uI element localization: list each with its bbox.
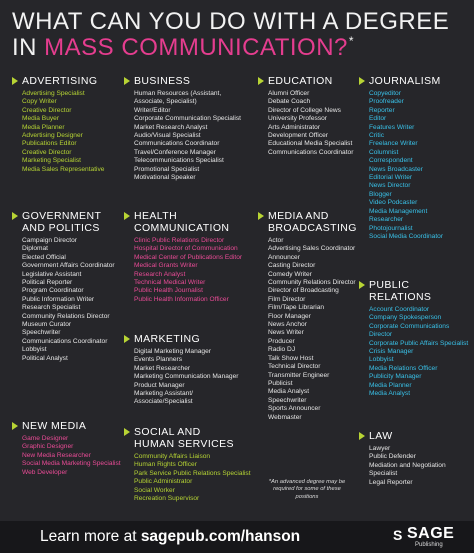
job-title: Events Planners xyxy=(134,356,183,364)
section-title-line: MARKETING xyxy=(134,333,201,345)
job-title: Copy Writer xyxy=(22,98,57,106)
job-title: Research Analyst xyxy=(134,270,186,278)
job-title: Recreation Supervisor xyxy=(134,495,200,503)
job-title: Media Planner xyxy=(22,123,65,131)
section-title xyxy=(134,333,200,345)
job-list xyxy=(258,237,358,422)
section-title xyxy=(134,426,234,450)
section-title-line: EDUCATION xyxy=(268,75,333,87)
job-title: Media Analyst xyxy=(369,390,411,398)
section-marketing xyxy=(124,333,252,407)
job-title: Radio DJ xyxy=(268,346,296,354)
job-title: Video Podcaster xyxy=(369,199,418,207)
job-title: Public Administrator xyxy=(134,478,193,486)
section-title xyxy=(369,75,441,87)
section-header xyxy=(359,279,469,303)
section-education xyxy=(258,75,358,157)
triangle-bullet-icon xyxy=(359,77,365,85)
job-title: Public Health Information Officer xyxy=(134,295,229,303)
footer-text xyxy=(40,528,300,546)
job-title: Producer xyxy=(268,337,295,345)
job-title: Human Rights Officer xyxy=(134,461,197,469)
job-title: Community Relations Director xyxy=(268,279,356,287)
section-title-line: SOCIAL AND xyxy=(134,426,201,438)
job-list xyxy=(124,348,252,407)
job-title: Alumni Officer xyxy=(268,90,310,97)
job-title: Reporter xyxy=(369,106,395,114)
job-title: Actor xyxy=(268,237,284,244)
section-advertising xyxy=(12,75,122,174)
section-health xyxy=(124,210,252,304)
section-law xyxy=(359,430,469,487)
section-title-line: HUMAN SERVICES xyxy=(134,438,234,450)
triangle-bullet-icon xyxy=(12,212,18,220)
job-title: Public Information Writer xyxy=(22,295,95,303)
job-title: Media Sales Representative xyxy=(22,165,105,173)
title-highlight: MASS COMMUNICATION? xyxy=(44,34,348,61)
job-title: Social Worker xyxy=(134,486,175,494)
job-title: Program Coordinator xyxy=(22,287,84,295)
job-title: News Broadcaster xyxy=(369,165,423,173)
footnote: *An advanced degree may be required for some of these positions xyxy=(268,479,346,500)
section-header xyxy=(258,75,358,87)
job-title: News Anchor xyxy=(268,321,307,329)
job-title: Speechwriter xyxy=(22,329,61,337)
triangle-bullet-icon xyxy=(258,212,264,220)
job-title: Copyeditor xyxy=(369,90,401,97)
section-title xyxy=(134,210,229,234)
job-title: Announcer xyxy=(268,253,300,261)
section-title-line: HEALTH xyxy=(134,210,178,222)
job-title: Director of Broadcasting xyxy=(268,287,339,295)
job-title: Research Specialist xyxy=(22,304,81,312)
section-title-line: ADVERTISING xyxy=(22,75,98,87)
section-title-line: RELATIONS xyxy=(369,291,432,303)
job-title: Marketing Communication Manager xyxy=(134,373,239,381)
section-media xyxy=(258,210,358,422)
section-title xyxy=(134,75,190,87)
section-title-line: BROADCASTING xyxy=(268,222,357,234)
job-title: Technical Director xyxy=(268,363,321,371)
job-title: Clinic Public Relations Director xyxy=(134,237,225,244)
job-title: Campaign Director xyxy=(22,237,77,244)
job-title: News Director xyxy=(369,182,411,190)
job-list xyxy=(124,237,252,304)
job-list xyxy=(12,90,122,174)
job-title: Webmaster xyxy=(268,413,302,421)
triangle-bullet-icon xyxy=(124,212,130,220)
job-title: Director of College News xyxy=(268,106,341,114)
job-title: Speechwriter xyxy=(268,396,307,404)
job-title: Mediation and Negotiation Specialist xyxy=(369,461,446,478)
job-title: Hospital Director of Communication xyxy=(134,245,238,253)
section-title-line: JOURNALISM xyxy=(369,75,441,87)
job-title: Motivational Speaker xyxy=(134,174,196,182)
job-title: Technical Medical Writer xyxy=(134,279,206,287)
job-title: Proofreader xyxy=(369,98,404,106)
title-asterisk: * xyxy=(348,34,355,48)
job-title: Educational Media Specialist xyxy=(268,140,353,148)
job-title: Social Media Coordinator xyxy=(369,232,444,240)
section-title-line: MEDIA AND xyxy=(268,210,329,222)
job-list xyxy=(124,453,252,503)
job-title: Photojournalist xyxy=(369,224,413,232)
job-title: Debate Coach xyxy=(268,98,311,106)
section-government xyxy=(12,210,122,363)
section-title xyxy=(369,279,431,303)
job-title: Media Buyer xyxy=(22,115,60,123)
job-title: Talk Show Host xyxy=(268,354,314,362)
job-title: Communications Coordinator xyxy=(22,337,108,345)
section-title-line: COMMUNICATION xyxy=(134,222,230,234)
job-list xyxy=(12,237,122,363)
job-list xyxy=(258,90,358,157)
section-title-line: GOVERNMENT xyxy=(22,210,102,222)
job-title: Editorial Writer xyxy=(369,174,413,182)
title-line-1: WHAT CAN YOU DO WITH A DEGREE xyxy=(12,8,450,35)
job-title: Account Coordinator xyxy=(369,306,430,313)
job-title: Floor Manager xyxy=(268,312,311,320)
section-header xyxy=(12,210,122,234)
job-title: Lawyer xyxy=(369,445,391,452)
job-title: Critic xyxy=(369,132,385,140)
sage-logo-sub: Publishing xyxy=(415,542,443,548)
job-title: Media Planner xyxy=(369,381,412,389)
job-title: Promotional Specialist xyxy=(134,165,200,173)
job-title: Museum Curator xyxy=(22,321,72,329)
job-title: Communications Coordinator xyxy=(134,140,220,148)
job-title: University Professor xyxy=(268,115,327,123)
job-title: Corporate Communication Specialist xyxy=(134,115,242,123)
section-social xyxy=(124,426,252,503)
section-header xyxy=(12,75,122,87)
section-business xyxy=(124,75,252,182)
job-title: Legislative Assistant xyxy=(22,270,82,278)
section-title xyxy=(22,75,97,87)
triangle-bullet-icon xyxy=(12,77,18,85)
footer-link[interactable]: sagepub.com/hanson xyxy=(140,528,301,545)
section-title xyxy=(268,75,333,87)
section-header xyxy=(359,75,469,87)
job-title: Blogger xyxy=(369,190,392,198)
footer-prefix: Learn more at xyxy=(40,528,141,545)
job-list xyxy=(359,306,469,398)
job-title: Marketing Specialist xyxy=(22,157,82,165)
triangle-bullet-icon xyxy=(124,77,130,85)
section-journalism xyxy=(359,75,469,241)
job-title: Comedy Writer xyxy=(268,270,312,278)
job-title: News Writer xyxy=(268,329,304,337)
job-title: Audio/Visual Specialist xyxy=(134,132,201,140)
section-title-line: NEW MEDIA xyxy=(22,420,87,432)
job-title: Corporate Public Affairs Specialist xyxy=(369,339,469,347)
section-title-line: BUSINESS xyxy=(134,75,191,87)
job-title: Company Spokesperson xyxy=(369,314,442,322)
triangle-bullet-icon xyxy=(12,422,18,430)
job-title: Media Relations Officer xyxy=(369,364,438,372)
job-title: Web Developer xyxy=(22,468,68,476)
job-title: Publicity Manager xyxy=(369,373,422,381)
job-title: Crisis Manager xyxy=(369,348,414,356)
job-list xyxy=(124,90,252,182)
job-title: Public Health Journalist xyxy=(134,287,203,295)
section-title xyxy=(369,430,393,442)
job-title: Medical Grants Writer xyxy=(134,262,198,270)
section-title-line: AND POLITICS xyxy=(22,222,100,234)
job-title: Game Designer xyxy=(22,435,69,442)
job-title: Digital Marketing Manager xyxy=(134,348,211,355)
job-list xyxy=(12,435,122,477)
job-title: Market Researcher xyxy=(134,364,191,372)
job-title: Development Officer xyxy=(268,132,328,140)
job-title: Transmitter Engineer xyxy=(268,371,330,379)
job-title: Film Director xyxy=(268,295,306,303)
section-title xyxy=(268,210,357,234)
job-title: Features Writer xyxy=(369,123,415,131)
sage-logo xyxy=(393,525,455,551)
job-title: Corporate Communications Director xyxy=(369,322,450,339)
job-title: Travel/Conference Manager xyxy=(134,148,216,156)
triangle-bullet-icon xyxy=(359,281,365,289)
job-title: Advertising Sales Coordinator xyxy=(268,245,356,253)
job-title: Market Research Analyst xyxy=(134,123,208,131)
sage-logo-mark-icon: S xyxy=(393,527,403,543)
job-title: Columnist xyxy=(369,148,399,156)
section-header xyxy=(359,430,469,442)
title-prefix: IN xyxy=(12,34,45,61)
job-title: Park Service Public Relations Specialist xyxy=(134,469,251,477)
job-title: Researcher xyxy=(369,216,404,224)
section-title-line: LAW xyxy=(369,430,393,442)
job-list xyxy=(359,445,469,487)
footer-bar xyxy=(0,521,474,553)
job-title: Product Manager xyxy=(134,381,185,389)
job-title: Social Media Marketing Specialist xyxy=(22,460,121,468)
job-title: Arts Administrator xyxy=(268,123,321,131)
triangle-bullet-icon xyxy=(258,77,264,85)
job-title: Creative Director xyxy=(22,106,72,114)
section-header xyxy=(124,75,252,87)
job-title: Graphic Designer xyxy=(22,443,74,451)
job-title: Correspondent xyxy=(369,157,413,165)
job-title: Film/Tape Librarian xyxy=(268,304,325,312)
job-title: Human Resources (Assistant, Associate, Specialist) xyxy=(134,90,222,106)
section-title-line: PUBLIC xyxy=(369,279,410,291)
job-title: Lobbyist xyxy=(22,346,47,354)
job-title: Writer/Editor xyxy=(134,106,171,114)
section-header xyxy=(12,420,122,432)
job-title: Freelance Writer xyxy=(369,140,418,148)
job-title: Sports Announcer xyxy=(268,405,321,413)
section-pr xyxy=(359,279,469,398)
job-title: Legal Reporter xyxy=(369,478,413,486)
job-title: Government Affairs Coordinator xyxy=(22,262,115,270)
job-title: Communications Coordinator xyxy=(268,148,354,156)
job-title: Telecommunications Specialist xyxy=(134,157,224,165)
job-title: Community Affairs Liaison xyxy=(134,453,211,460)
sage-logo-name: SAGE xyxy=(407,525,455,542)
job-title: Medical Center of Publications Editor xyxy=(134,253,243,261)
job-title: New Media Researcher xyxy=(22,451,91,459)
job-title: Publications Editor xyxy=(22,140,77,148)
triangle-bullet-icon xyxy=(124,335,130,343)
section-title xyxy=(22,210,101,234)
job-list xyxy=(359,90,469,241)
job-title: Diplomat xyxy=(22,245,49,253)
job-title: Media Management xyxy=(369,207,428,215)
section-header xyxy=(124,426,252,450)
job-title: Media Analyst xyxy=(268,388,310,396)
job-title: Advertising Specialist xyxy=(22,90,85,97)
section-newmedia xyxy=(12,420,122,477)
job-title: Elected Official xyxy=(22,253,66,261)
job-title: Political Reporter xyxy=(22,279,73,287)
job-title: Lobbyist xyxy=(369,356,394,364)
title-line-2 xyxy=(12,34,354,62)
job-title: Casting Director xyxy=(268,262,316,270)
job-title: Editor xyxy=(369,115,387,123)
job-title: Public Defender xyxy=(369,453,416,461)
job-title: Publicist xyxy=(268,379,293,387)
section-title xyxy=(22,420,86,432)
job-title: Creative Director xyxy=(22,148,72,156)
section-header xyxy=(124,210,252,234)
job-title: Marketing Assistant/ Associate/Specialist xyxy=(134,390,194,406)
job-title: Community Relations Director xyxy=(22,312,110,320)
section-header xyxy=(124,333,252,345)
section-header xyxy=(258,210,358,234)
triangle-bullet-icon xyxy=(124,428,130,436)
triangle-bullet-icon xyxy=(359,432,365,440)
job-title: Political Analyst xyxy=(22,354,68,362)
job-title: Advertising Designer xyxy=(22,132,83,140)
